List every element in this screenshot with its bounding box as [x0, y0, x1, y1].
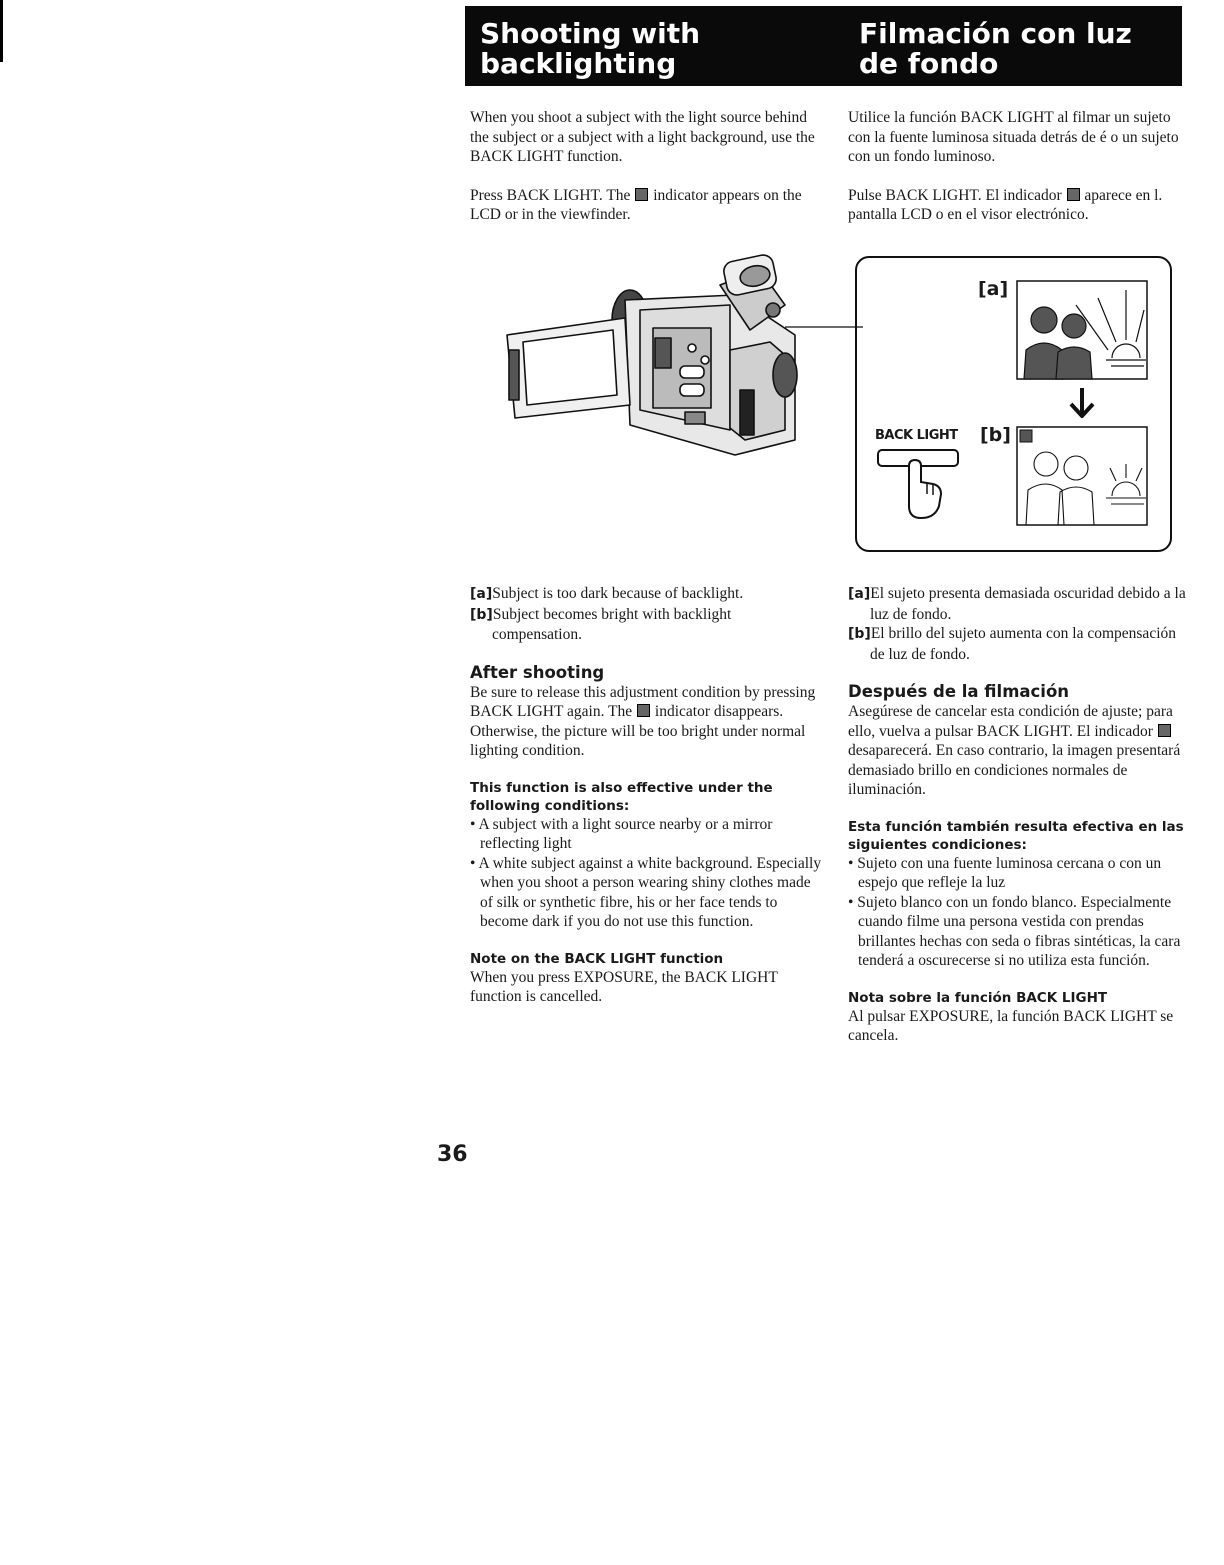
intro-text-en: When you shoot a subject with the light source behind the subject or a subject with a light background, use the BACK LIGHT function. [470, 109, 815, 165]
note-text: When you press EXPOSURE, the BACK LIGHT function is cancelled. [470, 968, 778, 1005]
page-title-en: Shooting with backlighting [480, 17, 701, 80]
after-text-b: desaparecerá. En caso contrario, la imagen presentará demasiado brillo en condiciones normales de iluminación. [848, 742, 1181, 798]
backlight-indicator-icon [635, 188, 648, 201]
press-text-en-b: indicator appears on the LCD or in the viewfinder. [470, 186, 802, 223]
press-text-es [848, 186, 1193, 225]
after-shooting-heading: After shooting [470, 662, 605, 682]
caption-label: [b] [470, 606, 493, 623]
camcorder-illustration [495, 240, 865, 470]
press-text-en-a: Press BACK LIGHT. The [470, 186, 631, 204]
note-text-es: Al pulsar EXPOSURE, la función BACK LIGHT se cancela. [848, 1007, 1174, 1044]
page-edge-mark [0, 0, 3, 62]
caption-b-en [470, 605, 822, 645]
page-title-es: Filmación con luz de fondo [859, 17, 1132, 80]
after-shooting-text [470, 683, 822, 761]
backlight-indicator-icon [1020, 430, 1032, 442]
intro-en [470, 108, 815, 225]
after-text-b: indicator disappears. Otherwise, the picture will be too bright under normal lighting condition. [470, 703, 806, 759]
caption-label: [a] [470, 586, 493, 602]
caption-a-es [848, 584, 1193, 624]
down-arrow-icon [1068, 386, 1096, 420]
body-en [470, 584, 822, 1007]
conditions-list-es [848, 854, 1193, 971]
caption-label: [b] [848, 626, 871, 642]
scene-b-compensated [1016, 426, 1148, 526]
note-heading: Note on the BACK LIGHT function [470, 950, 724, 967]
list-item: • A white subject against a white background. Especially when you shoot a person wearing shiny clothes made of silk or synthetic fibre, his or her face tends to become dark if you do not use this function. [470, 854, 822, 930]
backlight-indicator-icon [1158, 724, 1171, 737]
conditions-heading: This function is also effective under the following conditions: [470, 779, 773, 814]
scene-a-too-dark [1016, 280, 1148, 380]
page-number: 36 [437, 1142, 468, 1167]
after-shooting-text-es [848, 702, 1193, 800]
caption-text: El brillo del sujeto aumenta con la compensación de luz de fondo. [870, 625, 1176, 663]
caption-label: [a] [848, 586, 871, 602]
caption-text: Subject is too dark because of backlight. [492, 585, 744, 602]
backlight-button-label: BACK LIGHT [875, 428, 958, 443]
list-item: • A subject with a light source nearby or a mirror reflecting light [470, 815, 773, 852]
backlight-indicator-icon [1067, 188, 1080, 201]
caption-text: Subject becomes bright with backlight compensation. [492, 605, 732, 643]
after-shooting-heading-es: Después de la filmación [848, 682, 1070, 701]
conditions-list [470, 815, 822, 932]
title-banner [465, 6, 1182, 86]
list-item: • Sujeto blanco con un fondo blanco. Especialmente cuando filme una persona vestida con prendas brillantes hechas con seda o fibras sintéticas, la cara tenderá a oscurecerse si no utiliza esta función. [848, 893, 1181, 969]
intro-text-es: Utilice la función BACK LIGHT al filmar un sujeto con la fuente luminosa situada detrás de é o un sujeto con un fondo luminoso. [848, 109, 1179, 165]
conditions-heading-es: Esta función también resulta efectiva en las siguientes condiciones: [848, 818, 1184, 853]
after-text-a: Be sure to release this adjustment condition by pressing BACK LIGHT again. The [470, 683, 816, 720]
backlight-indicator-icon [637, 704, 650, 717]
after-text-a: Asegúrese de cancelar esta condición de ajuste; para ello, vuelva a pulsar BACK LIGHT. El indicador [848, 703, 1173, 740]
caption-b-es [848, 624, 1193, 664]
press-text-es-a: Pulse BACK LIGHT. El indicador [848, 186, 1062, 204]
list-item: • Sujeto con una fuente luminosa cercana o con un espejo que refleje la luz [848, 854, 1162, 891]
press-text-es-b: aparece en l. pantalla LCD o en el visor electrónico. [848, 186, 1163, 223]
diagram-label-a: [a] [978, 278, 1009, 300]
caption-a-en [470, 584, 822, 605]
body-es [848, 584, 1193, 1046]
note-heading-es: Nota sobre la función BACK LIGHT [848, 989, 1108, 1006]
diagram-label-b: [b] [980, 424, 1011, 446]
press-text-en [470, 186, 815, 225]
finger-pressing-button-icon [875, 446, 965, 521]
intro-es [848, 108, 1193, 225]
caption-text: El sujeto presenta demasiada oscuridad debido a la luz de fondo. [870, 585, 1186, 623]
